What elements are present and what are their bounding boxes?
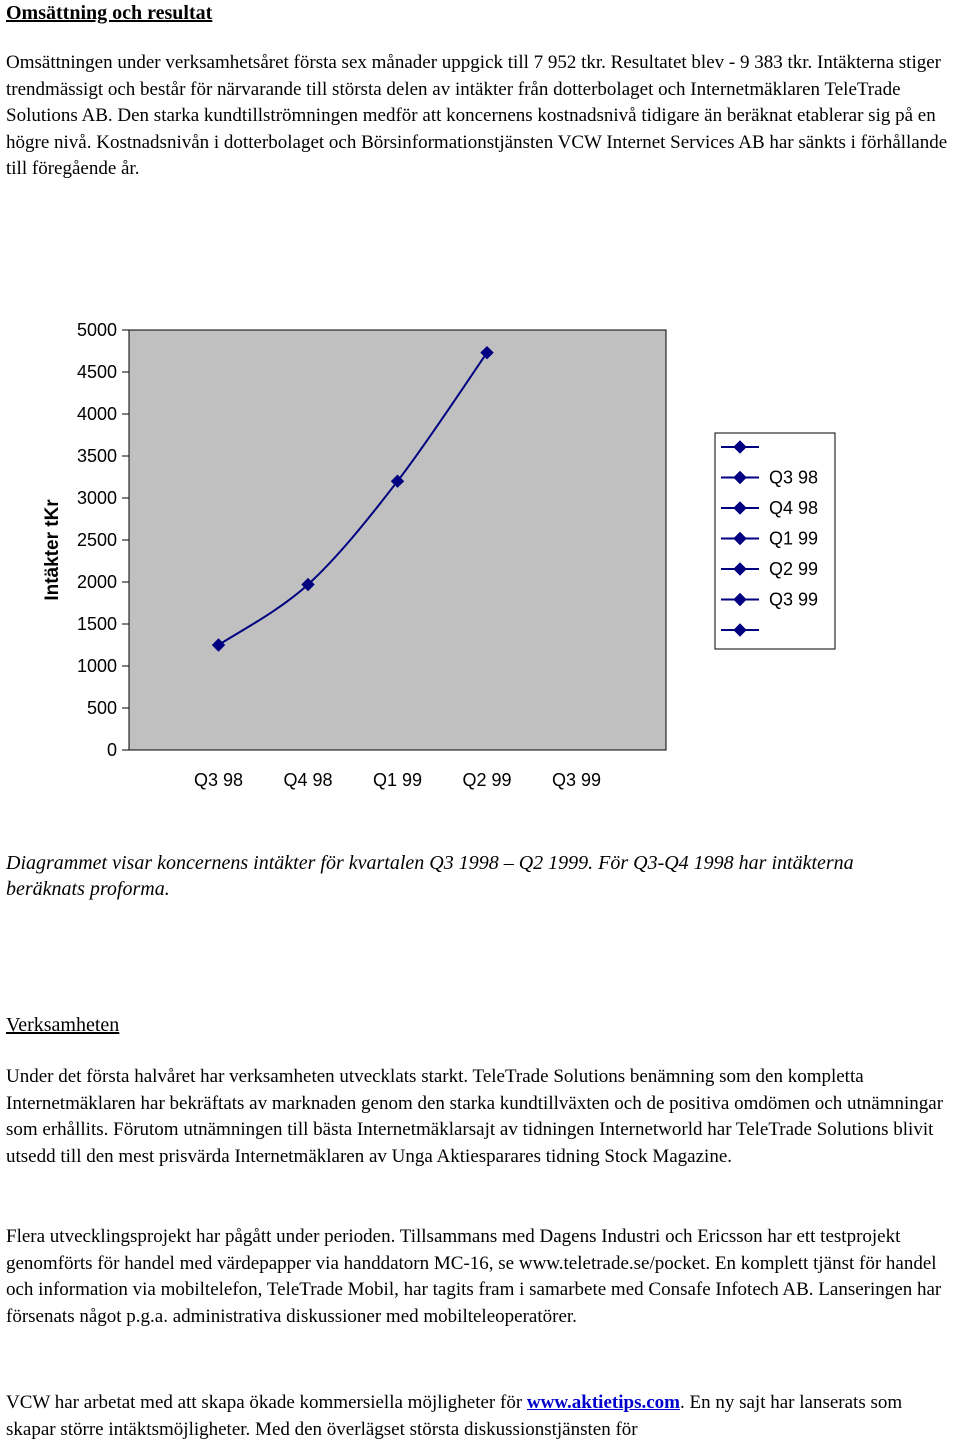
y-tick-label: 0 — [106, 740, 117, 760]
paragraph-operations: Under det första halvåret har verksamheten utvecklats starkt. TeleTrade Solutions benämning som den kompletta Internetmäklaren har bekräftats av marknaden genom den starka kundtillväxten och de positiva omdömen och utnämningar som erhållits. Förutom utnämningen till bästa Internetmäklarsajt av tidningen Internetworld har TeleTrade Solutions blivit utsedd till den mest prisvärda Internetmäklaren av Unga Aktiesparares tidning Stock Magazine. — [6, 1066, 944, 1167]
revenue-chart — [6, 300, 956, 810]
plot-area — [129, 330, 666, 750]
y-tick-label: 2000 — [76, 572, 117, 592]
y-tick-label: 3500 — [76, 446, 117, 466]
paragraph-vcw-after: . En ny sajt har lanserats som skapar större intäktsmöjligheter. Med den överlägset största diskussionstjänsten för — [6, 1392, 903, 1440]
legend-label: Q4 98 — [769, 498, 819, 518]
paragraph-revenue: Omsättningen under verksamhetsåret första sex månader uppgick till 7 952 tkr. Resultatet blev - 9 383 tkr. Intäkterna stiger trendmässigt och består för närvarande till största delen av intäkter från dotterbolaget och Internetmäklaren TeleTrade Solutions AB. Den starka kundtillströmningen medför att koncernens kostnadsnivå tidigare än beräknat etablerar sig på en högre nivå. Kostnadsnivån i dotterbolaget och Börsinformationstjänsten VCW Internet Services AB har sänkts i förhållande till föregående år. — [6, 52, 948, 180]
x-tick-label: Q2 99 — [462, 770, 512, 790]
x-tick-label: Q3 98 — [193, 770, 244, 790]
heading-omsattning: Omsättning och resultat — [6, 2, 213, 24]
heading-verksamheten: Verksamheten — [6, 1014, 120, 1036]
y-tick-label: 500 — [86, 698, 117, 718]
legend-label: Q1 99 — [769, 528, 819, 549]
y-tick-label: 1500 — [76, 614, 117, 634]
legend-label: Q3 98 — [769, 467, 819, 488]
y-tick-label: 2500 — [76, 530, 117, 550]
aktietips-link[interactable]: www.aktietips.com — [526, 1392, 680, 1413]
paragraph-vcw-before: VCW har arbetat med att skapa ökade kommersiella möjligheter för — [6, 1392, 527, 1413]
y-tick-label: 4500 — [76, 362, 117, 382]
x-tick-label: Q4 98 — [283, 770, 333, 790]
y-tick-label: 5000 — [76, 320, 117, 340]
legend-label: Q2 99 — [769, 559, 819, 579]
paragraph-vcw — [6, 1390, 954, 1443]
y-tick-label: 3000 — [76, 488, 117, 508]
paragraph-projects: Flera utvecklingsprojekt har pågått under perioden. Tillsammans med Dagens Industri och Ericsson har ett testprojekt genomförts för handel med värdepapper via handdatorn MC-16, se www.teletrade.se/pocket. En komplett tjänst för handel och information via mobiltelefon, TeleTrade Mobil, har tagits fram i samarbete med Consafe Infotech AB. Lanseringen har försenats något p.g.a. administrativa diskussioner med mobilteleoperatörer. — [6, 1226, 942, 1327]
x-tick-label: Q1 99 — [372, 770, 423, 790]
y-axis-label: Intäkter tKr — [42, 499, 63, 601]
x-tick-label: Q3 99 — [551, 770, 602, 790]
y-tick-label: 1000 — [76, 656, 117, 676]
legend-label: Q3 99 — [769, 589, 819, 610]
chart-caption: Diagrammet visar koncernens intäkter för kvartalen Q3 1998 – Q2 1999. För Q3-Q4 1998 har intäkterna beräknats proforma. — [6, 852, 854, 900]
y-tick-label: 4000 — [76, 404, 117, 424]
